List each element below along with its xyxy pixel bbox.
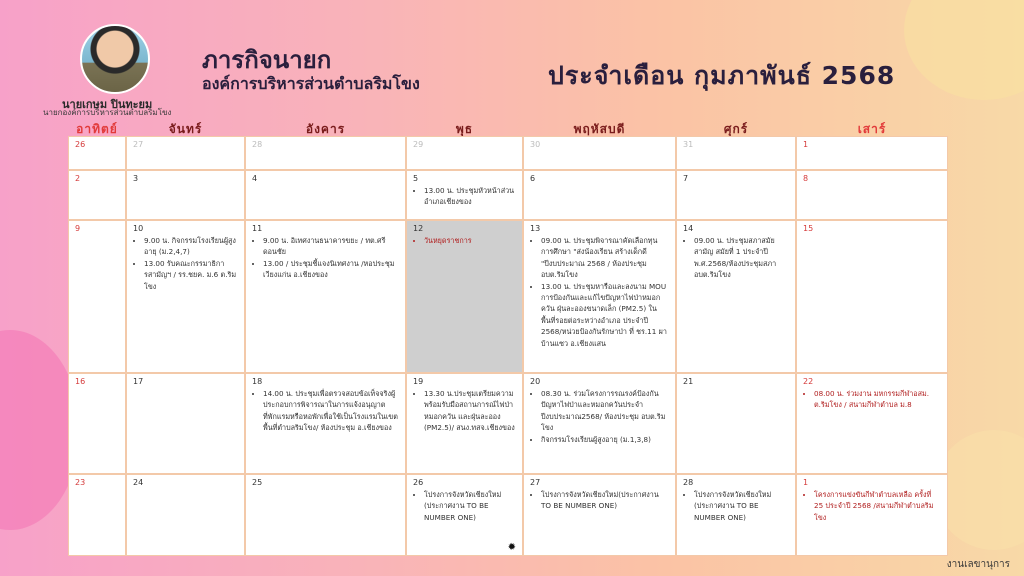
day-number: 3 bbox=[133, 174, 139, 183]
day-number: 8 bbox=[803, 174, 809, 183]
event-list bbox=[530, 235, 669, 349]
calendar-day-cell[interactable] bbox=[245, 373, 406, 474]
event-item: • 9.00 น. อิเทศงานธนาคารขยะ / ทต.ศรีดอนชัย bbox=[263, 235, 399, 258]
calendar-day-cell[interactable] bbox=[796, 136, 948, 170]
day-number: 27 bbox=[133, 140, 144, 149]
event-list bbox=[530, 489, 669, 512]
calendar-grid bbox=[68, 136, 948, 556]
calendar-day-cell[interactable] bbox=[523, 220, 676, 373]
event-list bbox=[683, 489, 789, 523]
calendar-day-cell[interactable] bbox=[126, 474, 245, 556]
day-number: 2 bbox=[75, 174, 81, 183]
day-number: 1 bbox=[803, 140, 809, 149]
calendar-day-cell[interactable] bbox=[126, 220, 245, 373]
calendar-day-cell[interactable] bbox=[245, 170, 406, 220]
calendar-day-cell[interactable] bbox=[406, 474, 523, 556]
event-item: • 13.00 น. ประชุมหัวหน้าส่วนอำเภอเชียงของ bbox=[424, 185, 516, 208]
day-number: 18 bbox=[252, 377, 263, 386]
weekday-label: ศุกร์ bbox=[723, 122, 749, 136]
day-number: 13 bbox=[530, 224, 541, 233]
calendar-day-cell[interactable] bbox=[676, 220, 796, 373]
day-number: 28 bbox=[252, 140, 263, 149]
event-list bbox=[413, 489, 516, 523]
day-number: 30 bbox=[530, 140, 541, 149]
weekday-label: จันทร์ bbox=[168, 122, 203, 136]
event-item: • โปรงการจังหวัดเชียงใหม่ (ประกาศงาน TO BE NUMBER ONE) bbox=[694, 489, 789, 523]
event-item: • 13.00 / ประชุมชี้แจงนิเทศงาน /หอประชุมเวียงแก่น อ.เชียงของ bbox=[263, 258, 399, 281]
calendar-day-cell[interactable] bbox=[796, 220, 948, 373]
event-list bbox=[803, 489, 941, 523]
calendar-day-cell[interactable] bbox=[245, 220, 406, 373]
month-title: ประจำเดือน กุมภาพันธ์ 2568 bbox=[548, 61, 896, 90]
day-number: 6 bbox=[530, 174, 536, 183]
day-number: 25 bbox=[252, 478, 263, 487]
day-number: 10 bbox=[133, 224, 144, 233]
person-title: นายกองค์การบริหารส่วนตำบลริมโขง bbox=[43, 108, 172, 117]
calendar-day-cell[interactable] bbox=[68, 170, 126, 220]
organization-title: องค์การบริหารส่วนตำบลริมโขง bbox=[202, 74, 420, 93]
weekday-label: พฤหัสบดี bbox=[573, 122, 626, 136]
calendar-day-cell[interactable] bbox=[796, 170, 948, 220]
event-list bbox=[413, 235, 516, 246]
weekday-label: พุธ bbox=[455, 122, 474, 136]
event-item: • วันหยุดราชการ bbox=[424, 235, 516, 246]
calendar-day-cell[interactable] bbox=[676, 170, 796, 220]
footer-label: งานเลขานุการ bbox=[946, 559, 1010, 570]
calendar-day-cell[interactable] bbox=[523, 474, 676, 556]
day-number: 23 bbox=[75, 478, 86, 487]
day-number: 1 bbox=[803, 478, 809, 487]
day-number: 29 bbox=[413, 140, 424, 149]
day-number: 7 bbox=[683, 174, 689, 183]
event-item: • 08.30 น. ร่วมโครงการรณรงค์ป้องกันปัญหาไฟป่าและหมอกควันประจำปีงบประมาณ2568/ ห้องประชุม อบต.ริมโขง bbox=[541, 388, 669, 434]
event-list bbox=[530, 388, 669, 445]
day-number: 22 bbox=[803, 377, 814, 386]
day-number: 16 bbox=[75, 377, 86, 386]
calendar-day-cell[interactable] bbox=[796, 373, 948, 474]
day-number: 24 bbox=[133, 478, 144, 487]
calendar-day-cell[interactable] bbox=[406, 220, 523, 373]
calendar-day-cell[interactable] bbox=[796, 474, 948, 556]
calendar-day-cell[interactable] bbox=[676, 474, 796, 556]
calendar-day-cell[interactable] bbox=[245, 136, 406, 170]
day-number: 27 bbox=[530, 478, 541, 487]
calendar-day-cell[interactable] bbox=[523, 136, 676, 170]
event-item: • 08.00 น. ร่วมงาน มหกรรมกีฬาอสม. ต.ริมโขง / สนามกีฬาตำบล ม.8 bbox=[814, 388, 941, 411]
star-icon: ✹ bbox=[507, 542, 516, 553]
event-item: • โปรงการจังหวัดเชียงใหม่(ประกาศงาน TO BE NUMBER ONE) bbox=[541, 489, 669, 512]
day-number: 26 bbox=[75, 140, 86, 149]
event-item: • 14.00 น. ประชุมเพื่อตรวจสอบข้อเท็จจริงผู้ประกอบการพิจารณาในการแจ้งอนุญาตที่พักแรมหรือหอพักเพื่อใช้เป็นโรงแรมในเขตพื้นที่ตำบลริมโขง/ ห้องประชุม อ.เชียงของ bbox=[263, 388, 399, 434]
day-number: 26 bbox=[413, 478, 424, 487]
event-item: • 13.00 รับคณะกรรมาธิการสามัญฯ / รร.ชยค. ม.6 ต.ริมโขง bbox=[144, 258, 238, 292]
event-item: • โปรงการจังหวัดเชียงใหม่ (ประกาศงาน TO BE NUMBER ONE) bbox=[424, 489, 516, 523]
day-number: 17 bbox=[133, 377, 144, 386]
day-number: 19 bbox=[413, 377, 424, 386]
day-number: 28 bbox=[683, 478, 694, 487]
calendar-day-cell[interactable] bbox=[406, 136, 523, 170]
calendar-day-cell[interactable] bbox=[245, 474, 406, 556]
calendar-day-cell[interactable] bbox=[126, 136, 245, 170]
day-number: 4 bbox=[252, 174, 258, 183]
day-number: 20 bbox=[530, 377, 541, 386]
avatar bbox=[80, 24, 150, 94]
day-number: 14 bbox=[683, 224, 694, 233]
calendar-day-cell[interactable] bbox=[68, 373, 126, 474]
day-number: 11 bbox=[252, 224, 263, 233]
event-item: • 13.30 น.ประชุมเตรียมความพร้อมรับมือสถานการณ์ไฟป่าหมอกควัน และฝุ่นละออง (PM2.5)/ สนง.ทสจ.เชียงของ bbox=[424, 388, 516, 434]
calendar-day-cell[interactable] bbox=[406, 373, 523, 474]
weekday-label: อังคาร bbox=[305, 122, 346, 136]
event-list bbox=[803, 388, 941, 411]
calendar-day-cell[interactable] bbox=[406, 170, 523, 220]
day-number: 9 bbox=[75, 224, 81, 233]
calendar-day-cell[interactable] bbox=[523, 170, 676, 220]
event-list bbox=[413, 185, 516, 208]
calendar-day-cell[interactable] bbox=[523, 373, 676, 474]
day-number: 12 bbox=[413, 224, 424, 233]
event-item: • 09.00 น. ประชุมสภาสมัยสามัญ สมัยที่ 1 ประจำปี พ.ศ.2568/ห้องประชุมสภา อบต.ริมโขง bbox=[694, 235, 789, 281]
event-item: • กิจกรรมโรงเรียนผู้สูงอายุ (ม.1,3,8) bbox=[541, 434, 669, 445]
page-title: ภารกิจนายก bbox=[202, 46, 332, 74]
weekday-label: เสาร์ bbox=[857, 122, 887, 136]
event-list bbox=[252, 235, 399, 281]
calendar-day-cell[interactable] bbox=[126, 170, 245, 220]
weekday-label: อาทิตย์ bbox=[76, 122, 118, 136]
decorative-blob bbox=[904, 0, 1024, 100]
event-list bbox=[133, 235, 238, 292]
day-number: 31 bbox=[683, 140, 694, 149]
event-list bbox=[413, 388, 516, 434]
calendar-day-cell[interactable] bbox=[68, 220, 126, 373]
calendar-day-cell[interactable] bbox=[676, 373, 796, 474]
calendar-day-cell[interactable] bbox=[68, 474, 126, 556]
event-item: • 13.00 น. ประชุมหารือและลงนาม MOU การป้องกันและแก้ไขปัญหาไฟป่าหมอกควัน ฝุ่นละอองขนาดเล็ก (PM2.5) ในพื้นที่รอยต่อระหว่างอำเภอ ประจำปี 2568/หน่วยป้องกันรักษาป่า ที่ ชร.11 ผาบ้านแซว อ.เชียงแสน bbox=[541, 281, 669, 349]
event-list bbox=[252, 388, 399, 434]
calendar-day-cell[interactable] bbox=[68, 136, 126, 170]
event-item: • โครงการแข่งขันกีฬาตำบลเหลือ ครั้งที่ 25 ประจำปี 2568 /สนามกีฬาตำบลริมโขง bbox=[814, 489, 941, 523]
event-item: • 9.00 น. กิจกรรมโรงเรียนผู้สูงอายุ (ม.2,4,7) bbox=[144, 235, 238, 258]
event-item: • 09.00 น. ประชุมพิจารณาคัดเลือกทุนการศึกษา "ส่งน้องเรียน สร้างเด็กดี "ปีงบประมาณ 2568 / ห้องประชุม อบต.ริมโขง bbox=[541, 235, 669, 281]
day-number: 15 bbox=[803, 224, 814, 233]
calendar-day-cell[interactable] bbox=[676, 136, 796, 170]
day-number: 21 bbox=[683, 377, 694, 386]
person-name: นายเกษม ปินทะยม bbox=[62, 98, 153, 111]
day-number: 5 bbox=[413, 174, 419, 183]
event-list bbox=[683, 235, 789, 281]
calendar-day-cell[interactable] bbox=[126, 373, 245, 474]
